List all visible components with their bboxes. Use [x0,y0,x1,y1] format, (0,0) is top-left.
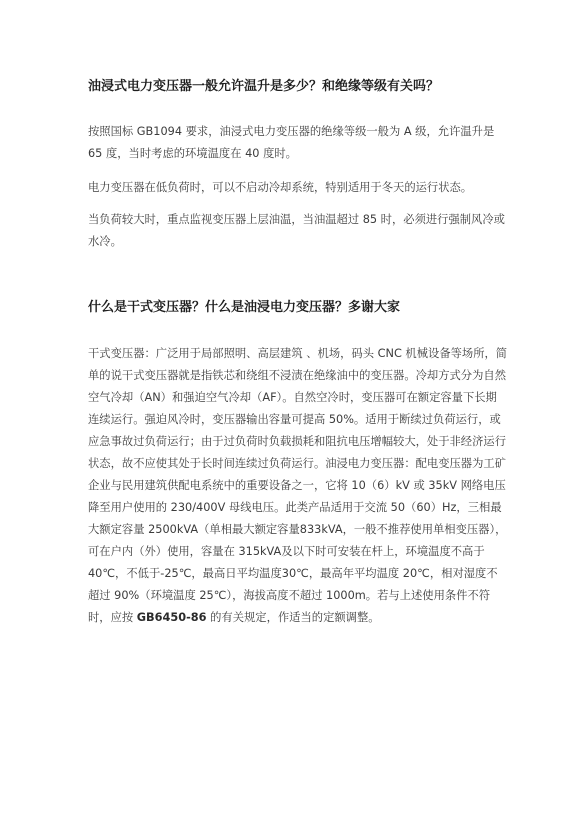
section-2-text-end: 的有关规定，作适当的定额调整。 [206,611,380,624]
standard-reference: GB6450-86 [136,611,207,624]
section-1-paragraph-3: 当负荷较大时，重点监视变压器上层油温，当油温超过 85 时，必须进行强制风冷或水冷。 [88,213,505,248]
section-2-text-start: 干式变压器：广泛用于局部照明、高层建筑 、机场，码头 CNC 机械设备等场所，简单的说干式变压器就是指铁芯和绕组不浸渍在绝缘油中的变压器。冷却方式分为自然空气冷却（AN）和强迫空气冷却（AF）。自然空冷时，变压器可在额定容量下长期连续运行。强迫风冷时，变压器输出容量可提高 50%。适用于断续过负荷运行，或应急事故过负荷运行；由于过负荷时负载损耗和阻抗电压增幅较大，处于非经济运行状态，故不应使其处于长时间连续过负荷运行。油浸电力变压器：配电变压器为工矿企业与民用建筑供配电系统中的重要设备之一，它将 10（6）kV 或 35kV 网络电压降至用户使用的 230/400V 母线电压。此类产品适用于交流 50（60）Hz，三相最大额定容量 2500kVA（单相最大额定容量833kVA，一般不推荐使用单相变压器），可在户内（外）使用，容量在 315kVA及以下时可安装在杆上，环境温度不高于 40℃，不低于-25℃，最高日平均温度30℃，最高年平均温度 20℃，相对湿度不超过 90%（环境温度 25℃），海拔高度不超过 1000m。若与上述使用条件不符时，应按 [88,347,508,624]
section-2-paragraph [88,343,508,629]
section-1-paragraph-1-wrap [88,121,508,165]
section-1 [88,77,508,97]
section-1-heading: 油浸式电力变压器一般允许温升是多少？和绝缘等级有关吗？ [88,79,440,94]
section-2-paragraph-wrap [88,343,508,629]
section-1-paragraph-2: 电力变压器在低负荷时，可以不启动冷却系统，特别适用于冬天的运行状态。 [88,181,473,194]
section-1-paragraph-2-wrap [88,177,508,199]
section-2-heading: 什么是干式变压器？什么是油浸电力变压器？多谢大家 [88,300,401,315]
section-1-paragraph-3-wrap [88,209,508,253]
section-1-paragraph-1: 按照国标 GB1094 要求，油浸式电力变压器的绝缘等级一般为 A 级，允许温升是 65 度，当时考虑的环境温度在 40 度时。 [88,125,495,160]
section-2 [88,298,508,318]
